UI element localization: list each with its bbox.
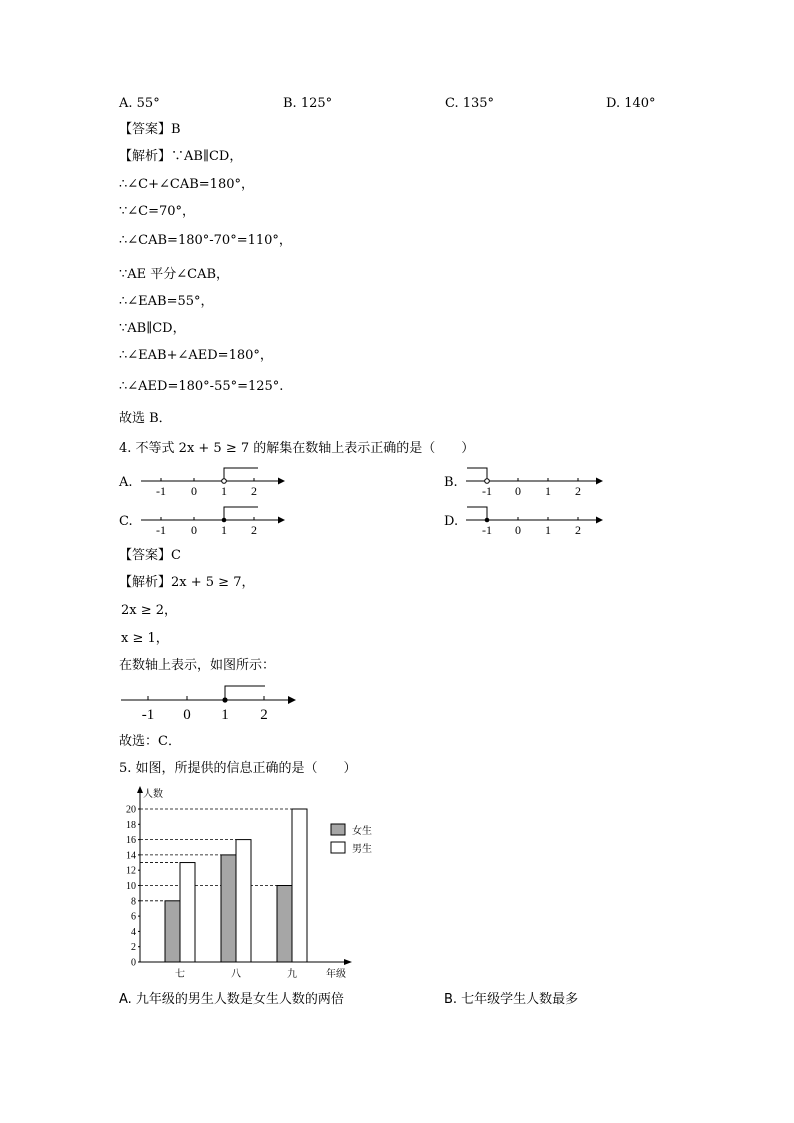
tick-label: -1 <box>156 523 166 535</box>
tick-label: 1 <box>221 484 227 496</box>
chart-bars <box>165 809 307 962</box>
x-tick-label: 七 <box>175 969 185 980</box>
q3-analysis-line: ∴∠EAB+∠AED=180°， <box>119 348 273 363</box>
q3-analysis-line: ∴∠C+∠CAB=180°， <box>119 177 254 192</box>
q4-option-d-number-line <box>463 503 613 535</box>
q4-option-d-label: D. <box>444 514 459 529</box>
tick-label: 2 <box>575 484 581 496</box>
tick-label: 2 <box>251 523 257 535</box>
legend-swatch-female <box>331 824 345 835</box>
q4-option-c-number-line <box>138 503 288 535</box>
y-tick-label: 4 <box>131 926 136 938</box>
y-tick-label: 14 <box>126 850 136 862</box>
tick-label: 1 <box>545 523 551 535</box>
y-tick-label: 10 <box>126 881 136 892</box>
q4-option-b-label: B. <box>444 475 458 490</box>
tick-label: 0 <box>191 484 197 496</box>
q4-option-c-label: C. <box>119 514 133 529</box>
q4-option-a-number-line <box>138 464 288 496</box>
q3-option-a: A. 55° <box>119 96 160 111</box>
bar-female-七 <box>165 901 180 962</box>
tick-label: 0 <box>191 523 197 535</box>
q3-answer: 【答案】B <box>119 122 181 137</box>
x-tick-labels <box>175 967 297 980</box>
q3-analysis-line: ∵∠C=70°， <box>119 204 196 219</box>
q4-option-b-number-line <box>463 464 613 496</box>
q3-analysis-line: ∴∠EAB=55°， <box>119 294 214 309</box>
tick-label: 1 <box>221 523 227 535</box>
tick-label: 1 <box>221 707 229 722</box>
q4-conclusion: 故选：C． <box>119 734 181 749</box>
tick-label: 2 <box>251 484 257 496</box>
bar-male-九 <box>292 809 307 962</box>
q3-option-d: D. 140° <box>606 96 656 111</box>
bar-chart <box>112 783 382 983</box>
q4-analysis-line: 【解析】2x + 5 ≥ 7， <box>119 575 255 590</box>
q3-conclusion: 故选 B． <box>119 411 172 426</box>
q3-analysis-line: ∵AE 平分∠CAB， <box>119 267 230 282</box>
q5-option-a: A. 九年级的男生人数是女生人数的两倍 <box>119 992 344 1007</box>
tick-label: 1 <box>545 484 551 496</box>
chart-legend <box>331 824 372 855</box>
bar-female-八 <box>221 855 236 962</box>
q4-answer: 【答案】C <box>119 548 181 563</box>
legend-swatch-male <box>331 842 345 853</box>
y-tick-label: 2 <box>131 942 136 954</box>
tick-label: -1 <box>141 707 155 722</box>
legend-label-female: 女生 <box>352 826 372 837</box>
y-tick-label: 16 <box>126 835 136 847</box>
x-tick-label: 八 <box>231 969 241 980</box>
y-tick-label: 18 <box>126 819 136 831</box>
q4-analysis-line: x ≥ 1， <box>121 631 169 646</box>
tick-label: 2 <box>260 707 268 722</box>
x-axis-label: 年级 <box>326 969 346 980</box>
q3-analysis-line: ∵AB∥CD， <box>119 321 186 336</box>
q4-analysis-line: 在数轴上表示，如图所示： <box>119 658 276 673</box>
tick-label: 0 <box>515 484 521 496</box>
y-tick-label: 8 <box>131 896 136 908</box>
x-tick-label: 九 <box>287 969 297 980</box>
q3-option-b: B. 125° <box>283 96 333 111</box>
y-tick-label: 20 <box>126 804 136 816</box>
tick-label: 0 <box>183 707 191 722</box>
q4-option-a-label: A. <box>119 475 133 490</box>
q4-analysis-line: 2x ≥ 2， <box>121 603 178 618</box>
q3-analysis-line: 【解析】∵AB∥CD， <box>119 149 243 164</box>
q5-stem: 5. 如图，所提供的信息正确的是（ ） <box>119 761 357 776</box>
y-tick-label: 12 <box>126 865 136 877</box>
tick-label: -1 <box>156 484 166 496</box>
y-tick-labels <box>126 805 140 969</box>
q4-stem: 4. 不等式 2x + 5 ≥ 7 的解集在数轴上表示正确的是（ ） <box>119 441 475 456</box>
q3-analysis-line: ∴∠CAB=180°-70°=110°， <box>119 233 292 248</box>
tick-label: 2 <box>575 523 581 535</box>
bar-male-八 <box>236 840 251 962</box>
q3-analysis-line: ∴∠AED=180°-55°=125°. <box>119 379 284 394</box>
chart-reference-lines <box>140 809 292 901</box>
bar-female-九 <box>277 886 292 963</box>
q3-option-c: C. 135° <box>445 96 495 111</box>
tick-label: -1 <box>482 484 492 496</box>
q4-analysis-number-line <box>118 682 303 722</box>
tick-label: 0 <box>515 523 521 535</box>
x-axis-arrow <box>344 959 352 965</box>
y-tick-label: 6 <box>131 911 136 923</box>
q5-option-b: B. 七年级学生人数最多 <box>444 992 579 1007</box>
y-axis-label: 人数 <box>143 789 163 800</box>
tick-label: -1 <box>482 523 492 535</box>
legend-label-male: 男生 <box>352 844 372 855</box>
y-tick-label: 0 <box>131 957 136 969</box>
bar-male-七 <box>180 863 195 962</box>
